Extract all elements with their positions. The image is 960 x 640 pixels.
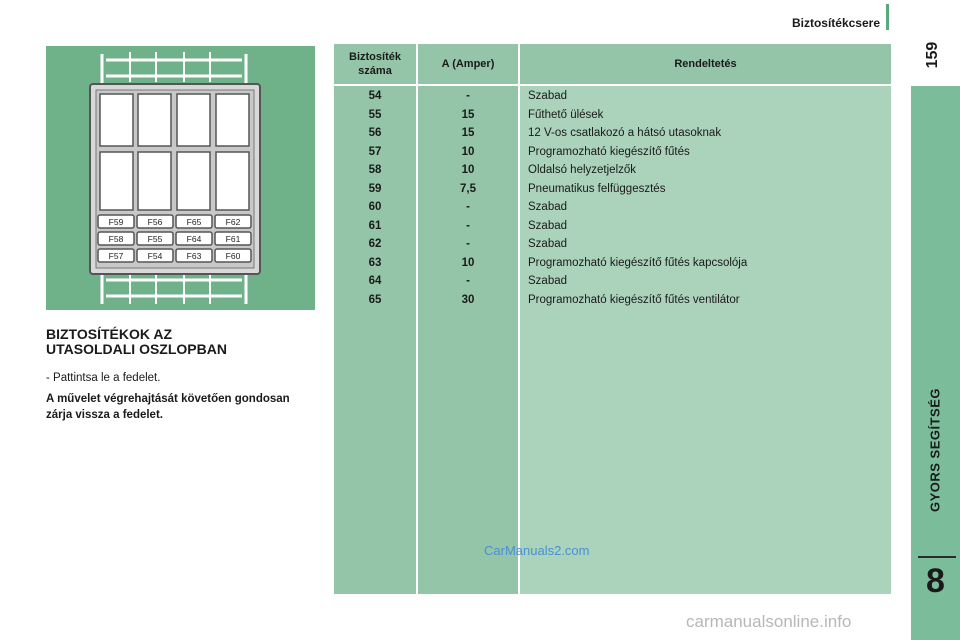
cell-fuse-number: 60 [368,201,382,213]
cell-amperage: 15 [461,108,475,121]
cell-amperage: - [466,238,470,250]
header-fuse-number [334,44,416,84]
fuse-label: F63 [186,251,202,261]
chapter-number: 8 [926,562,945,600]
cell-purpose: Szabad [528,219,568,232]
cell-amperage: 15 [461,127,475,139]
cell-amperage: 10 [461,164,475,176]
cell-amperage: - [466,201,470,213]
fuse-label: F54 [147,251,163,261]
cell-fuse-number: 56 [368,127,382,139]
watermark: carmanualsonline.info [686,612,852,631]
fuse-label: F65 [186,217,202,227]
table-body [334,90,891,312]
header-amperage: A (Amper) [418,44,518,84]
table-row [334,275,891,294]
table-header [334,44,891,84]
cell-fuse-number: 59 [368,182,382,195]
cell-fuse-number: 61 [368,219,382,232]
cell-purpose: Programozható kiegészítő fűtés kapcsolója [528,256,748,269]
fuse-label: F55 [147,234,163,244]
cell-purpose: Szabad [528,275,568,287]
cell-purpose: Fűthető ülések [528,108,604,121]
table-row [334,90,891,109]
fuse-label: F64 [186,234,202,244]
table-row [334,146,891,165]
table-row [334,164,891,183]
table-row [334,201,891,220]
fuse-label: F60 [225,251,241,261]
cell-fuse-number: 62 [368,238,382,250]
header-purpose: Rendeltetés [520,44,891,84]
cell-amperage: 10 [461,256,475,269]
fuse-box-drawing [46,46,315,310]
chapter-divider [918,556,956,558]
fuse-label: F56 [147,217,163,227]
cell-fuse-number: 57 [368,145,382,158]
header-accent-line [886,4,889,30]
section-title-line: UTASOLDALI OSZLOPBAN [46,341,227,357]
fuse-label: F61 [225,234,241,244]
table-row [334,238,891,257]
cell-fuse-number: 54 [368,90,382,102]
cell-purpose: Oldalsó helyzetjelzők [528,164,637,176]
fuse-box-illustration [46,46,315,310]
fuse-label: F57 [108,251,124,261]
instruction-text: - Pattintsa le a fedelet. [46,372,161,384]
table-row [334,220,891,239]
section-title-line: BIZTOSÍTÉKOK AZ [46,326,172,342]
cell-purpose: Pneumatikus felfüggesztés [528,182,666,195]
watermark: CarManuals2.com [484,543,590,558]
cell-purpose: Szabad [528,90,568,102]
cell-purpose: Programozható kiegészítő fűtés [528,145,690,158]
fuse-label: F62 [225,217,241,227]
cell-purpose: Szabad [528,238,568,250]
chapter-side-label: GYORS SEGÍTSÉG [927,387,943,513]
fuse-label: F59 [108,217,124,227]
instruction-note: A művelet végrehajtását követően gondosan zárja vissza a fedelet. [46,393,290,421]
table-row [334,127,891,146]
cell-fuse-number: 55 [368,108,382,121]
cell-purpose: Szabad [528,201,568,213]
cell-amperage: - [466,90,470,102]
cell-amperage: 10 [461,145,475,158]
page-number: 159 [924,41,941,69]
cell-fuse-number: 63 [368,256,382,269]
cell-amperage: - [466,275,470,287]
cell-amperage: - [466,219,470,232]
cell-amperage: 7,5 [460,182,476,195]
section-title [46,327,326,357]
cell-purpose: Programozható kiegészítő fűtés ventilátor [528,293,740,306]
header-text: száma [358,65,392,77]
cell-fuse-number: 65 [368,293,382,306]
table-row [334,257,891,276]
table-row [334,294,891,313]
table-row [334,109,891,128]
fuse-label: F58 [108,234,124,244]
header-text: Biztosíték [349,51,401,63]
cell-fuse-number: 58 [368,164,382,176]
table-row [334,183,891,202]
cell-amperage: 30 [461,293,475,306]
cell-purpose: 12 V-os csatlakozó a hátsó utasoknak [528,127,722,139]
header-separator [334,84,891,86]
cell-fuse-number: 64 [368,275,382,287]
fuse-table [334,44,891,594]
section-header: Biztosítékcsere [791,16,880,30]
